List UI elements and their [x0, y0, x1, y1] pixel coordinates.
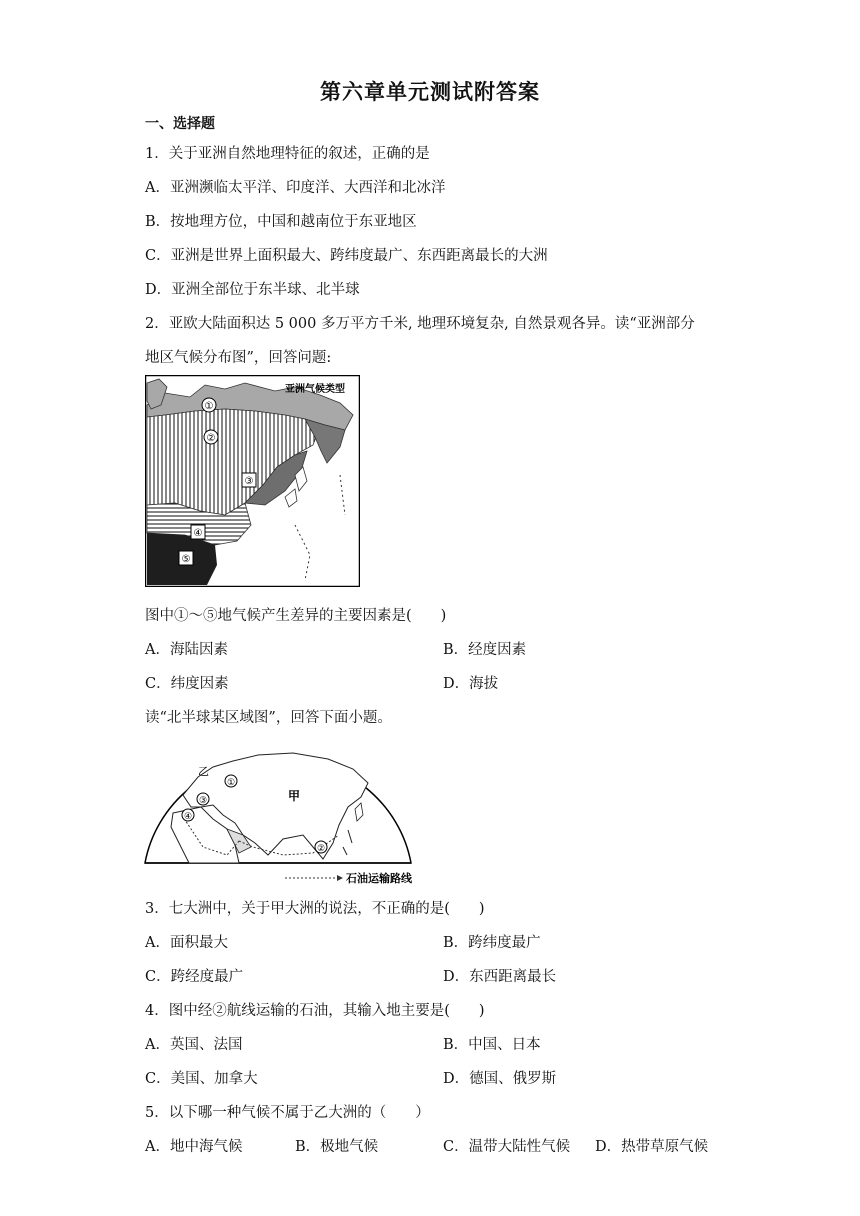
q1-option-a: A．亚洲濒临太平洋、印度洋、大西洋和北冰洋: [145, 180, 446, 196]
q2-option-b: B．经度因素: [443, 642, 527, 658]
map2-label-1: ①: [226, 778, 236, 788]
q5-option-d: D．热带草原气候: [595, 1139, 709, 1155]
map-label-4: ④: [193, 528, 203, 539]
map-label-3: ③: [244, 476, 254, 487]
map-label-5: ⑤: [181, 554, 191, 565]
q1-option-c: C．亚洲是世界上面积最大、跨纬度最广、东西距离最长的大洲: [145, 248, 548, 264]
q1-option-b: B．按地理方位，中国和越南位于东亚地区: [145, 214, 417, 230]
q4-option-a: A．英国、法国: [145, 1037, 243, 1053]
q2-option-a: A．海陆因素: [145, 642, 228, 658]
q2-question: 图中①～⑤地气候产生差异的主要因素是( ): [145, 608, 447, 624]
q4-option-b: B．中国、日本: [443, 1037, 541, 1053]
section-heading: 一、选择题: [145, 116, 215, 132]
intro-map2: 读“北半球某区域图”，回答下面小题。: [145, 710, 392, 726]
northern-hemisphere-map: [143, 735, 418, 887]
q2-stem-line2: 地区气候分布图”，回答问题:: [145, 350, 332, 366]
map2-label-3: ③: [198, 796, 208, 806]
map2-label-4: ④: [183, 812, 193, 822]
map2-label-2: ②: [316, 844, 326, 854]
map2-label-jia: 甲: [288, 789, 301, 803]
map-title: 亚洲气候类型: [285, 384, 345, 395]
map2-legend: 石油运输路线: [346, 872, 412, 885]
q1-option-d: D．亚洲全部位于东半球、北半球: [145, 282, 360, 298]
map2-label-yi: 乙: [198, 765, 209, 778]
q4-option-c: C．美国、加拿大: [145, 1071, 258, 1087]
map-label-1: ①: [204, 401, 214, 412]
q2-option-c: C．纬度因素: [145, 676, 229, 692]
q1-stem: 1．关于亚洲自然地理特征的叙述，正确的是: [145, 146, 430, 162]
q3-option-b: B．跨纬度最广: [443, 935, 541, 951]
q3-option-c: C．跨经度最广: [145, 969, 244, 985]
q4-option-d: D．德国、俄罗斯: [443, 1071, 557, 1087]
q5-stem: 5．以下哪一种气候不属于乙大洲的（ ）: [145, 1105, 430, 1121]
q5-option-b: B．极地气候: [295, 1139, 379, 1155]
q5-option-a: A．地中海气候: [145, 1139, 243, 1155]
q2-stem-line1: 2．亚欧大陆面积达 5 000 多万平方千米, 地理环境复杂, 自然景观各异。读“亚洲部分: [145, 316, 695, 332]
map-label-2: ②: [206, 433, 216, 444]
q2-option-d: D．海拔: [443, 676, 499, 692]
q5-option-c: C．温带大陆性气候: [443, 1139, 571, 1155]
page-title: 第六章单元测试附答案: [320, 80, 540, 104]
q4-stem: 4．图中经②航线运输的石油，其输入地主要是( ): [145, 1003, 485, 1019]
q3-stem: 3．七大洲中，关于甲大洲的说法，不正确的是( ): [145, 901, 485, 917]
q3-option-a: A．面积最大: [145, 935, 228, 951]
q3-option-d: D．东西距离最长: [443, 969, 557, 985]
asia-climate-map: [145, 375, 360, 587]
